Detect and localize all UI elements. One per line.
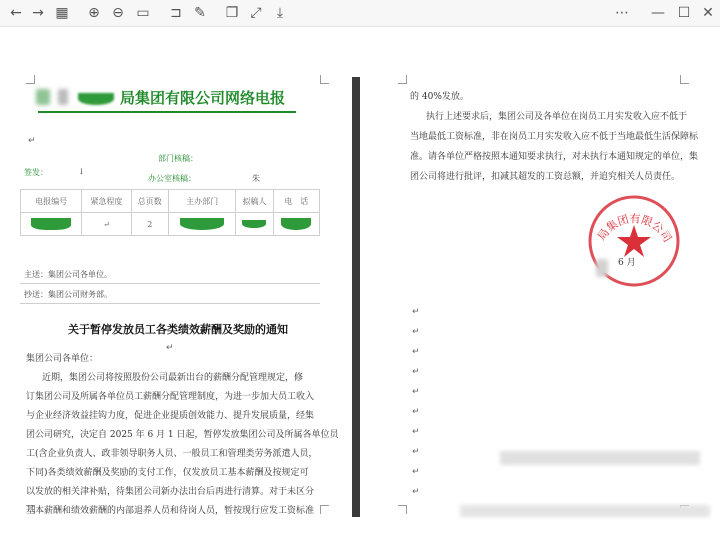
blurred-watermark — [500, 451, 700, 465]
document-title: 关于暂停发放员工各类绩效薪酬及奖励的通知 — [68, 323, 288, 336]
close-icon[interactable]: ✕ — [702, 5, 714, 21]
redacted-logo — [36, 89, 50, 105]
blank-line: ↵ — [412, 347, 420, 357]
redacted-text — [58, 89, 68, 105]
document-viewer[interactable] — [0, 27, 720, 540]
paragraph-line: 工(含企业负责人、政非领导职务人员、一般员工和管理类劳务派遣人员， — [26, 449, 318, 459]
paragraph-line: 以发放的相关津补贴，待集团公司新办法出台后再进行清算。对于未区分 — [26, 487, 315, 497]
sign-mark: ↓ — [78, 167, 85, 176]
office-review-suffix: 朱 — [252, 174, 260, 183]
chaosong-line: 抄送：集团公司财务部。 — [24, 290, 112, 299]
salutation: 集团公司各单位： — [26, 354, 99, 364]
redacted-cell — [168, 213, 235, 236]
zoom-in-icon[interactable]: ⊕ — [88, 5, 100, 21]
banner-title: 局集团有限公司网络电报 — [120, 89, 286, 107]
more-icon[interactable]: ⋯ — [615, 5, 629, 21]
header-cell: 主办部门 — [168, 190, 235, 213]
paragraph-line: 基本薪酬和绩效薪酬的内部退养人员和待岗人员，暂按现行应发工资标准 — [26, 506, 315, 516]
table-cell: ↵ — [82, 213, 131, 236]
zoom-out-icon[interactable]: ⊖ — [112, 5, 124, 21]
minimize-icon[interactable]: — — [651, 5, 665, 21]
redacted-mark — [78, 93, 114, 105]
maximize-icon[interactable]: ☐ — [677, 5, 691, 21]
folder-open-icon[interactable]: ⊐ — [170, 5, 182, 21]
blank-line: ↵ — [412, 407, 420, 417]
redacted-cell — [273, 213, 319, 236]
paragraph-line: 订集团公司及所属各单位员工薪酬分配管理制度，为进一步加大员工收入 — [26, 392, 315, 402]
redacted-cell — [21, 213, 82, 236]
blank-line: ↵ — [412, 327, 420, 337]
seal-text: 局集团有限公司 — [595, 212, 675, 245]
blank-line: ↵ — [412, 487, 420, 497]
paragraph-line: 下同)各类绩效薪酬及奖励的支付工作，仅发放员工基本薪酬及按规定可 — [26, 468, 309, 478]
blank-line: ↵ — [28, 136, 36, 146]
paragraph-line: 与企业经济效益挂钩力度，促进企业提质创效能力、提升发展质量，经集 — [26, 411, 315, 421]
document-page-1 — [18, 67, 348, 527]
banner-rule — [38, 111, 296, 113]
blurred-watermark — [460, 505, 710, 517]
dept-review-label: 部门核稿： — [158, 154, 198, 163]
header-cell: 电 话 — [273, 190, 319, 213]
blank-line: ↵ — [412, 427, 420, 437]
fit-width-icon[interactable]: ▭ — [136, 5, 150, 21]
paragraph-line: 的 40%发放。 — [410, 92, 469, 102]
blank-line: ↵ — [412, 447, 420, 457]
copy-icon[interactable]: ❐ — [225, 5, 239, 21]
forward-arrow-icon[interactable]: → — [32, 5, 44, 21]
paragraph-line: 近期，集团公司将按照股份公司最新出台的薪酬分配管理规定，修 — [42, 373, 304, 383]
paragraph-line: 准。请各单位严格按照本通知要求执行，对未执行本通知规定的单位，集 — [410, 152, 699, 162]
redacted-cell — [236, 213, 273, 236]
paragraph-line: 团公司研究，决定自 2025 年 6 月 1 日起，暂停发放集团公司及所属各单位员 — [26, 430, 339, 440]
grid-view-icon[interactable]: ▦ — [55, 5, 69, 21]
blank-line: ↵ — [166, 343, 174, 353]
date-fragment: 6 月 — [618, 258, 636, 268]
header-cell: 紧急程度 — [82, 190, 131, 213]
blank-line: ↵ — [412, 387, 420, 397]
page-gutter — [352, 77, 360, 517]
download-icon[interactable]: ⤓ — [276, 5, 284, 21]
edit-icon[interactable]: ✎ — [194, 5, 206, 21]
redacted-text — [596, 259, 608, 277]
blank-line: ↵ — [412, 307, 420, 317]
header-cell: 电报编号 — [21, 190, 82, 213]
header-cell: 拟稿人 — [236, 190, 273, 213]
expand-icon[interactable]: ⤢ — [250, 5, 262, 21]
blank-line: ↵ — [412, 467, 420, 477]
sign-label: 签发： — [24, 168, 48, 177]
back-arrow-icon[interactable]: ← — [10, 5, 22, 21]
paragraph-line: 执行上述要求后，集团公司及各单位在岗员工月实发收入应不低于 — [426, 112, 688, 122]
pages-value: 2 — [131, 213, 168, 236]
zhusong-line: 主送：集团公司各单位。 — [24, 270, 112, 279]
paragraph-line: 当地最低工资标准，非在岗员工月实发收入应不低于当地最低生活保障标 — [410, 132, 699, 142]
header-cell: 总页数 — [131, 190, 168, 213]
viewer-toolbar — [0, 0, 720, 27]
office-review-label: 办公室核稿： — [148, 174, 196, 183]
blank-line: ↵ — [412, 367, 420, 377]
paragraph-line: 团公司将进行批评，扣减其超发的工资总额，并追究相关人员责任。 — [410, 172, 681, 182]
telegram-header-table — [20, 189, 320, 236]
